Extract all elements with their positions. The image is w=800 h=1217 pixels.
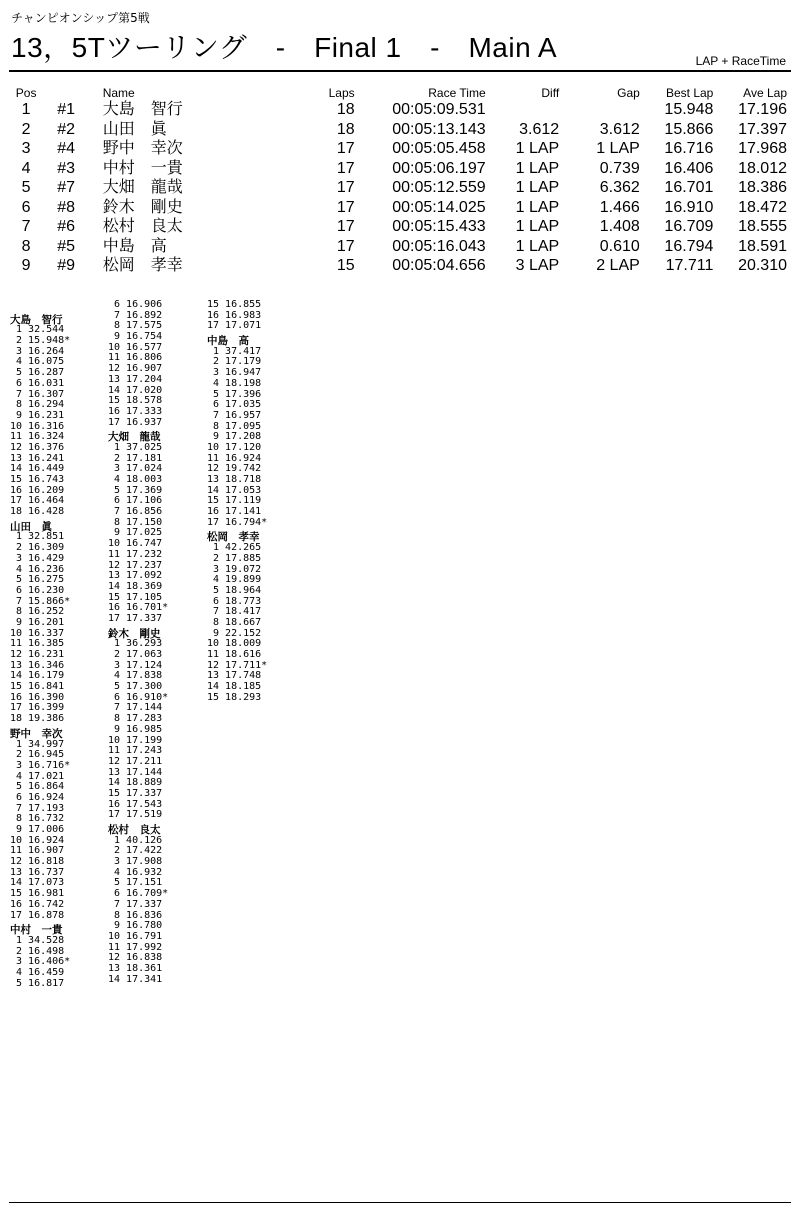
result-gap: 2 LAP [596, 257, 640, 275]
lap-time-line: 3 16.947 [207, 367, 262, 379]
col-header-number [43, 86, 102, 100]
result-laps: 17 [336, 218, 355, 236]
lap-time-line: 9 16.985 [108, 723, 163, 735]
lap-time-line: 11 16.806 [108, 352, 163, 364]
result-driver-name: 大畑 龍哉 [102, 179, 183, 197]
result-row [9, 159, 787, 179]
result-row [9, 256, 787, 276]
lap-time-line: 8 17.283 [108, 713, 163, 725]
result-ave-lap: 18.012 [738, 159, 787, 177]
result-row [9, 198, 787, 218]
lap-time-line: 1 34.528 [10, 934, 65, 946]
lap-time-line: 1 36.293 [108, 638, 163, 650]
lap-time-line: 5 16.864 [10, 781, 65, 793]
result-best-lap: 16.910 [664, 198, 714, 216]
lap-time-line: 10 16.924 [10, 834, 65, 846]
lap-time-line: 7 17.337 [108, 898, 163, 910]
lap-time-line: 15 16.743 [10, 474, 65, 485]
lap-column-3 [207, 300, 302, 703]
lap-time-line: 14 16.449 [10, 463, 65, 475]
results-table [9, 86, 787, 276]
lap-time-line: 4 18.003 [108, 474, 163, 485]
result-ave-lap: 18.591 [738, 237, 787, 255]
lap-time-line: 4 17.838 [108, 670, 163, 682]
lap-time-line: 14 16.179 [10, 670, 65, 682]
lap-time-line: 6 16.924 [10, 791, 65, 803]
result-gap: 1.466 [599, 198, 640, 216]
result-best-lap: 17.711 [665, 257, 714, 275]
lap-time-line: 11 17.992 [108, 941, 163, 953]
lap-time-line: 13 18.718 [207, 474, 262, 485]
lap-time-line: 11 16.385 [10, 638, 65, 650]
result-laps: 17 [336, 159, 355, 177]
page-title: 13，5Tツーリング - Final 1 - Main A [11, 32, 558, 63]
result-row [9, 120, 787, 140]
result-pos: 8 [21, 237, 31, 255]
lap-time-line: 4 16.236 [10, 563, 65, 575]
lap-time-line: 8 17.095 [207, 420, 262, 432]
lap-time-line: 7 15.866* [10, 595, 71, 607]
result-best-lap: 16.701 [664, 179, 714, 197]
result-driver-name: 松岡 孝幸 [102, 257, 183, 275]
lap-time-line: 9 17.025 [108, 527, 163, 539]
lap-time-line: 3 16.406* [10, 956, 71, 968]
lap-time-line: 7 17.144 [108, 702, 163, 714]
result-pos: 9 [21, 257, 31, 275]
result-gap: 6.362 [599, 179, 640, 197]
lap-time-line: 8 18.667 [207, 616, 262, 628]
result-race-time: 00:05:12.559 [392, 179, 486, 197]
lap-time-line: 2 17.181 [108, 452, 163, 464]
lap-driver-name: 松村 良太 [108, 824, 161, 836]
lap-time-line: 6 16.709* [108, 888, 169, 900]
lap-time-line: 2 17.179 [207, 356, 262, 368]
lap-time-line: 14 18.185 [207, 681, 262, 693]
lap-time-line: 7 16.892 [108, 309, 163, 321]
result-pos: 7 [21, 218, 31, 236]
lap-time-line: 9 16.201 [10, 616, 65, 628]
col-header-pos: Pos [15, 86, 37, 100]
result-gap [559, 100, 640, 120]
result-laps: 17 [336, 179, 355, 197]
lap-time-line: 8 16.252 [10, 606, 65, 618]
result-best-lap: 16.716 [664, 140, 714, 158]
lap-time-line: 17 16.464 [10, 495, 65, 507]
lap-time-line: 11 16.324 [10, 431, 65, 443]
lap-time-line: 7 17.193 [10, 802, 65, 814]
results-body [9, 100, 787, 276]
lap-time-line: 11 16.924 [207, 452, 262, 464]
lap-time-line: 3 16.716* [10, 759, 71, 771]
result-ave-lap: 20.310 [738, 257, 787, 275]
lap-time-line: 5 16.817 [10, 977, 65, 989]
result-car-number: #4 [57, 140, 76, 158]
result-race-time: 00:05:05.458 [392, 140, 486, 158]
lap-column-2 [108, 300, 203, 985]
result-diff [486, 100, 560, 120]
result-race-time: 00:05:09.531 [392, 101, 486, 119]
lap-time-line: 17 16.399 [10, 702, 65, 714]
lap-time-line: 9 16.780 [108, 920, 163, 932]
lap-time-line: 10 16.747 [108, 538, 163, 550]
lap-driver-name: 中村 一貴 [10, 924, 63, 937]
result-car-number: #5 [57, 237, 76, 255]
result-diff: 1 LAP [515, 179, 560, 197]
lap-time-line: 5 16.275 [10, 574, 65, 586]
lap-time-line: 10 16.316 [10, 420, 65, 432]
lap-time-line: 4 16.459 [10, 966, 65, 978]
lap-time-line: 6 16.031 [10, 377, 65, 389]
lap-time-line: 12 16.838 [108, 952, 163, 964]
lap-time-line: 18 16.428 [10, 506, 65, 518]
lap-time-line: 17 17.519 [108, 809, 163, 821]
result-row [9, 100, 787, 120]
result-best-lap: 16.709 [664, 218, 714, 236]
result-pos: 3 [21, 140, 31, 158]
lap-time-line: 3 17.024 [108, 463, 163, 475]
lap-driver-name: 松岡 孝幸 [207, 531, 260, 544]
result-diff: 1 LAP [515, 198, 560, 216]
result-diff: 1 LAP [515, 159, 560, 177]
lap-time-line: 5 17.396 [207, 388, 262, 400]
result-pos: 5 [21, 179, 31, 197]
lap-time-line: 1 42.265 [207, 542, 262, 554]
lap-time-line: 16 16.701* [108, 602, 169, 614]
lap-time-line: 18 19.386 [10, 713, 65, 725]
col-header-name: Name [102, 86, 135, 100]
lap-time-line: 2 16.498 [10, 945, 65, 957]
result-gap: 3.612 [599, 120, 640, 138]
lap-time-line: 3 17.908 [108, 856, 163, 868]
result-diff: 1 LAP [515, 218, 560, 236]
col-header-best-lap: Best Lap [665, 86, 714, 100]
col-header-ave-lap: Ave Lap [743, 86, 787, 100]
result-driver-name: 中島 高 [102, 237, 167, 255]
lap-time-line: 14 17.073 [10, 877, 65, 889]
lap-time-line: 17 17.337 [108, 612, 163, 624]
lap-time-line: 12 16.376 [10, 441, 65, 453]
lap-time-line: 10 16.791 [108, 930, 163, 942]
col-header-diff: Diff [541, 86, 560, 100]
lap-time-line: 13 17.092 [108, 570, 163, 582]
lap-driver-name: 大畑 龍哉 [108, 431, 161, 444]
lap-time-line: 9 17.006 [10, 824, 65, 835]
lap-time-line: 8 16.836 [108, 909, 163, 921]
lap-time-line: 2 17.885 [207, 552, 262, 564]
lap-time-line: 11 18.616 [207, 649, 262, 660]
lap-note: LAP + RaceTime [695, 54, 786, 68]
lap-time-line: 13 16.241 [10, 452, 65, 464]
lap-time-line: 12 16.907 [108, 363, 163, 375]
lap-time-line: 15 16.855 [207, 299, 262, 310]
lap-time-line: 16 17.333 [108, 405, 163, 417]
result-race-time: 00:05:15.433 [392, 218, 486, 236]
result-diff: 3 LAP [515, 257, 560, 275]
result-pos: 2 [21, 120, 31, 138]
lap-time-line: 15 18.578 [108, 395, 163, 407]
lap-column-1 [10, 300, 105, 989]
result-laps: 18 [336, 120, 355, 138]
result-laps: 17 [336, 140, 355, 158]
lap-time-line: 17 16.937 [108, 416, 163, 428]
lap-time-line: 12 19.742 [207, 463, 262, 475]
lap-time-line: 14 17.341 [108, 973, 163, 985]
lap-time-line: 6 17.035 [207, 399, 262, 411]
lap-time-line: 15 17.119 [207, 495, 262, 507]
lap-time-line: 13 17.748 [207, 670, 262, 682]
result-ave-lap: 18.472 [738, 198, 787, 216]
lap-time-line: 10 17.199 [108, 734, 163, 746]
result-gap: 0.739 [599, 159, 640, 177]
lap-time-line: 16 17.543 [108, 798, 163, 810]
result-row [9, 178, 787, 198]
lap-time-line: 5 17.300 [108, 681, 163, 693]
lap-time-line: 8 17.150 [108, 516, 163, 528]
lap-time-line: 13 17.204 [108, 373, 163, 385]
lap-time-line: 4 16.075 [10, 356, 65, 368]
lap-time-line: 12 17.711* [207, 659, 268, 671]
lap-time-line: 14 17.053 [207, 484, 262, 496]
result-car-number: #8 [57, 198, 76, 216]
lap-time-line: 11 17.243 [108, 745, 163, 757]
footer-divider [9, 1202, 791, 1203]
col-header-race-time: Race Time [428, 86, 486, 100]
lap-time-line: 13 16.346 [10, 659, 65, 671]
lap-time-line: 16 17.141 [207, 506, 262, 518]
lap-time-line: 14 17.020 [108, 384, 163, 396]
result-race-time: 00:05:06.197 [392, 159, 486, 177]
event-subtitle: チャンピオンシップ第5戦 [11, 11, 150, 25]
result-driver-name: 中村 一貴 [102, 159, 183, 177]
result-car-number: #9 [57, 257, 76, 275]
lap-time-line: 12 16.231 [10, 649, 65, 660]
lap-time-line: 10 17.120 [207, 441, 262, 453]
result-pos: 4 [21, 159, 31, 177]
result-car-number: #3 [57, 159, 76, 177]
result-race-time: 00:05:04.656 [392, 257, 486, 275]
result-ave-lap: 17.397 [738, 120, 787, 138]
lap-time-line: 9 16.231 [10, 409, 65, 421]
lap-time-line: 12 17.237 [108, 559, 163, 571]
lap-time-line: 3 16.429 [10, 552, 65, 564]
lap-time-line: 16 16.390 [10, 691, 65, 703]
lap-time-line: 5 17.151 [108, 877, 163, 889]
lap-time-line: 9 16.754 [108, 331, 163, 343]
lap-time-line: 2 15.948* [10, 335, 71, 347]
result-race-time: 00:05:14.025 [392, 198, 486, 216]
result-diff: 1 LAP [515, 140, 560, 158]
lap-time-line: 12 16.818 [10, 856, 65, 868]
result-ave-lap: 17.196 [738, 101, 787, 119]
result-pos: 6 [21, 198, 31, 216]
lap-time-line: 7 18.417 [207, 606, 262, 618]
lap-driver-name: 野中 幸次 [10, 727, 63, 740]
result-pos: 1 [21, 101, 31, 119]
spacer [10, 300, 105, 311]
lap-time-line: 6 17.106 [108, 495, 163, 507]
result-driver-name: 山田 眞 [102, 120, 167, 138]
result-car-number: #6 [57, 218, 76, 236]
lap-time-line: 14 18.369 [108, 580, 163, 592]
lap-time-line: 15 16.981 [10, 888, 65, 900]
lap-time-line: 4 17.021 [10, 770, 65, 782]
result-ave-lap: 18.555 [738, 218, 787, 236]
lap-time-line: 7 16.957 [207, 409, 262, 421]
lap-time-line: 5 17.369 [108, 484, 163, 496]
lap-time-line: 3 19.072 [207, 563, 262, 575]
results-header-row [9, 86, 787, 100]
lap-driver-name: 中島 高 [207, 335, 249, 348]
lap-time-line: 10 16.577 [108, 341, 163, 353]
header-divider [9, 70, 791, 72]
lap-time-line: 12 17.211 [108, 755, 163, 767]
lap-time-line: 17 16.794* [207, 516, 268, 528]
lap-time-line: 2 16.309 [10, 542, 65, 554]
lap-time-line: 11 17.232 [108, 548, 163, 560]
lap-time-line: 7 16.307 [10, 388, 65, 400]
result-gap: 1 LAP [596, 140, 640, 158]
result-driver-name: 大島 智行 [102, 101, 183, 119]
lap-time-line: 6 16.230 [10, 584, 65, 596]
lap-time-line: 1 37.025 [108, 441, 163, 453]
lap-time-line: 15 17.105 [108, 591, 163, 603]
lap-driver-name: 鈴木 剛史 [108, 627, 161, 640]
lap-time-line: 1 37.417 [207, 345, 262, 357]
lap-time-line: 9 17.208 [207, 431, 262, 443]
lap-time-line: 2 17.063 [108, 649, 163, 660]
lap-time-line: 6 18.773 [207, 595, 262, 607]
lap-time-line: 16 16.209 [10, 484, 65, 496]
lap-time-line: 5 16.287 [10, 367, 65, 379]
result-ave-lap: 17.968 [738, 140, 787, 158]
lap-time-line: 11 16.907 [10, 845, 65, 857]
result-race-time: 00:05:16.043 [392, 237, 486, 255]
lap-time-line: 17 17.071 [207, 320, 262, 332]
lap-driver-name: 大島 智行 [10, 313, 63, 326]
lap-time-line: 4 16.932 [108, 866, 163, 878]
result-diff: 1 LAP [515, 237, 560, 255]
result-driver-name: 野中 幸次 [102, 140, 183, 158]
result-driver-name: 鈴木 剛史 [102, 198, 183, 216]
result-best-lap: 16.406 [664, 159, 714, 177]
lap-time-line: 8 16.294 [10, 399, 65, 411]
lap-time-line: 3 16.264 [10, 345, 65, 357]
lap-time-line: 6 16.906 [108, 299, 163, 310]
result-best-lap: 15.866 [664, 120, 714, 138]
result-race-time: 00:05:13.143 [392, 120, 486, 138]
lap-time-line: 15 17.337 [108, 787, 163, 799]
result-car-number: #7 [57, 179, 76, 197]
result-row [9, 237, 787, 257]
lap-time-line: 4 18.198 [207, 377, 262, 389]
col-header-laps: Laps [328, 86, 355, 100]
lap-time-line: 10 16.337 [10, 627, 65, 639]
result-best-lap: 16.794 [664, 237, 714, 255]
result-laps: 17 [336, 198, 355, 216]
lap-time-line: 8 16.732 [10, 813, 65, 825]
lap-time-line: 1 40.126 [108, 834, 163, 846]
lap-time-line: 8 17.575 [108, 320, 163, 332]
lap-time-line: 1 32.851 [10, 531, 65, 543]
lap-time-line: 1 32.544 [10, 324, 65, 336]
result-row [9, 217, 787, 237]
result-laps: 15 [336, 257, 355, 275]
result-driver-name: 松村 良太 [102, 218, 183, 236]
lap-driver-name: 山田 眞 [10, 520, 52, 533]
result-laps: 18 [336, 101, 355, 119]
lap-time-line: 13 16.737 [10, 866, 65, 878]
result-diff: 3.612 [519, 120, 560, 138]
result-row [9, 139, 787, 159]
lap-time-line: 2 17.422 [108, 845, 163, 857]
lap-time-line: 15 16.841 [10, 681, 65, 693]
lap-time-line: 13 18.361 [108, 962, 163, 974]
result-gap: 1.408 [599, 218, 640, 236]
lap-time-line: 15 18.293 [207, 691, 262, 703]
result-gap: 0.610 [599, 237, 640, 255]
lap-time-line: 2 16.945 [10, 749, 65, 761]
lap-time-line: 14 18.889 [108, 777, 163, 789]
lap-time-line: 9 22.152 [207, 627, 262, 639]
result-car-number: #2 [57, 120, 76, 138]
lap-time-line: 6 16.910* [108, 691, 169, 703]
lap-time-line: 17 16.878 [10, 909, 65, 921]
lap-time-line: 4 19.899 [207, 574, 262, 586]
lap-time-line: 16 16.742 [10, 898, 65, 910]
lap-time-line: 13 17.144 [108, 766, 163, 778]
lap-time-line: 1 34.997 [10, 738, 65, 750]
result-car-number: #1 [57, 101, 76, 119]
result-ave-lap: 18.386 [738, 179, 787, 197]
col-header-gap: Gap [617, 86, 640, 100]
result-laps: 17 [336, 237, 355, 255]
lap-time-line: 3 17.124 [108, 659, 163, 671]
lap-time-line: 5 18.964 [207, 584, 262, 596]
lap-time-line: 16 16.983 [207, 309, 262, 321]
lap-time-line: 10 18.009 [207, 638, 262, 650]
result-best-lap: 15.948 [664, 101, 714, 119]
lap-time-line: 7 16.856 [108, 506, 163, 518]
